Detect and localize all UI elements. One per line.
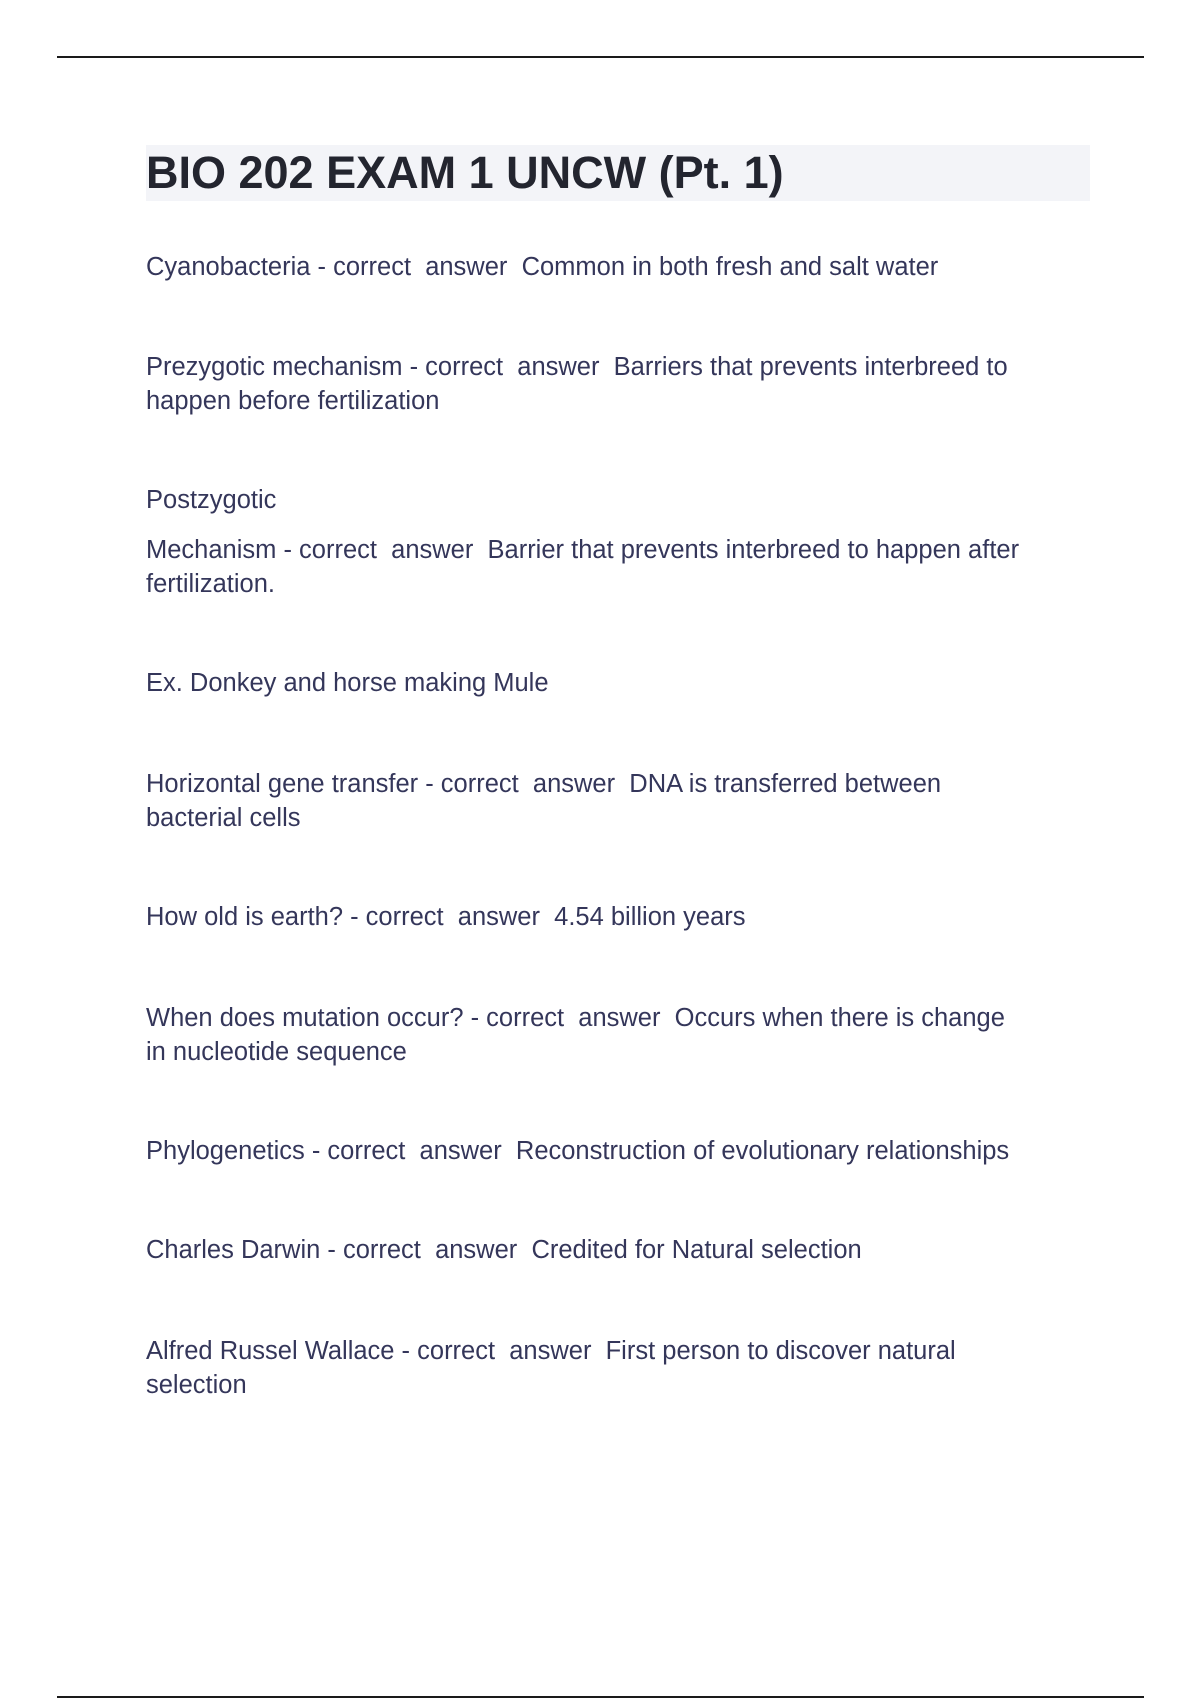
qa-postzygotic-mechanism: Mechanism - correct answer Barrier that prevents interbreed to happen after fertilization. <box>146 536 1020 598</box>
qa-horizontal-gene-transfer: Horizontal gene transfer - correct answer DNA is transferred between bacterial cells <box>146 770 942 832</box>
qa-prezygotic-mechanism: Prezygotic mechanism - correct answer Barriers that prevents interbreed to happen before fertilization <box>146 353 1008 415</box>
qa-mutation: When does mutation occur? - correct answer Occurs when there is change in nucleotide sequence <box>146 1004 1005 1066</box>
qa-phylogenetics: Phylogenetics - correct answer Reconstruction of evolutionary relationships <box>146 1137 1010 1165</box>
bottom-divider <box>57 1696 1144 1698</box>
qa-postzygotic-heading: Postzygotic <box>146 486 277 514</box>
qa-cyanobacteria: Cyanobacteria - correct answer Common in both fresh and salt water <box>146 253 939 281</box>
page-title: BIO 202 EXAM 1 UNCW (Pt. 1) <box>146 147 784 198</box>
qa-charles-darwin: Charles Darwin - correct answer Credited for Natural selection <box>146 1236 862 1264</box>
qa-alfred-russel-wallace: Alfred Russel Wallace - correct answer First person to discover natural selection <box>146 1337 956 1399</box>
qa-age-of-earth: How old is earth? - correct answer 4.54 billion years <box>146 903 746 931</box>
qa-example-mule: Ex. Donkey and horse making Mule <box>146 669 549 697</box>
top-divider <box>57 56 1144 58</box>
